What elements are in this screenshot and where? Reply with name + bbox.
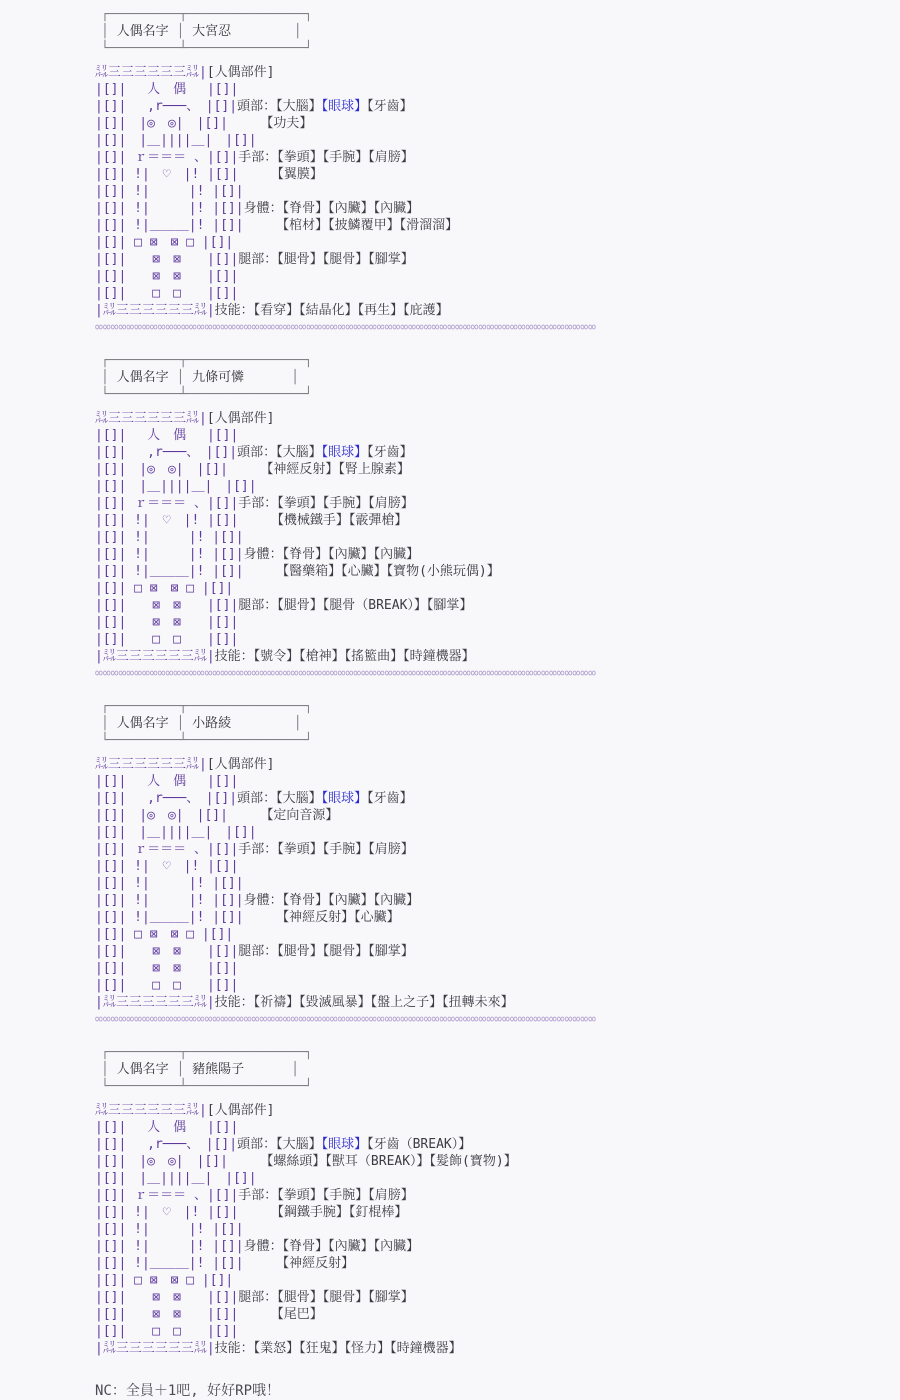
doll-art-column: |[]| !| |! |[]| [95,184,244,199]
parts-frame-title: [人偶部件] [206,65,275,80]
part-text: 【牙齒（BREAK）】 [367,1137,472,1152]
ascii-doll-row [95,1187,900,1204]
doll-name-box [95,1044,900,1095]
doll-art-column: |[]| □ □ |[]| [95,286,239,301]
ascii-doll-row [95,234,900,251]
ascii-doll-row [95,149,900,166]
part-text: 腿部：【腿骨】【腿骨】【腳掌】 [238,1290,414,1305]
skill-row [95,302,900,319]
doll-card [95,352,900,682]
doll-art-column: |[]| !| |! |[]| [95,530,244,545]
part-text: 【醫藥箱】【心臟】【寶物(小熊玩偶)】 [243,564,500,579]
doll-art-column: |[]| 人 偶 |[]| [95,82,239,97]
ascii-doll-row [95,166,900,183]
doll-name: 九條可憐 [192,370,245,385]
doll-art-column: |[]| ⊠ ⊠ |[]| [95,598,239,613]
ascii-doll-row [95,268,900,285]
part-text: 頭部：【大腦】 [237,791,322,806]
doll-art-column: |[]| |＿||||＿| |[]| [95,479,257,494]
frame-top-border: ㍊三三三三三三㍊| [95,1103,207,1118]
part-text: 頭部：【大腦】 [237,99,322,114]
name-box-left-border: │ [101,716,117,731]
part-text: 【翼膜】 [238,167,323,182]
section-separator: ∞∞∞∞∞∞∞∞∞∞∞∞∞∞∞∞∞∞∞∞∞∞∞∞∞∞∞∞∞∞∞∞∞∞∞∞∞∞∞∞∞∞∞∞∞∞∞∞∞∞∞∞∞∞∞∞∞∞∞∞∞∞∞∞ [95,320,596,335]
name-box-right-border: │ [231,716,302,731]
ascii-doll-row [95,790,900,807]
name-box-left-border: │ [101,370,117,385]
ascii-doll-row [95,977,900,994]
name-box-left-border: │ [101,24,117,39]
part-text: 手部：【拳頭】【手腕】【肩膀】 [238,150,414,165]
name-box-right-border: │ [244,370,299,385]
name-box-label: 人偶名字 [116,716,169,731]
skill-list: 【號令】【槍神】【搖籃曲】【時鐘機器】 [253,649,475,664]
part-text: 【機械鐵手】【霰彈槍】 [238,513,408,528]
part-text: 【尾巴】 [238,1307,323,1322]
ascii-doll-row [95,1255,900,1272]
name-box-divider: │ [168,1062,193,1077]
name-box-top-border: ┌─────────┬───────────────┐ [101,7,313,22]
skill-label: 技能： [214,1341,254,1356]
part-text: 手部：【拳頭】【手腕】【肩膀】 [238,842,414,857]
ascii-doll-row [95,1170,900,1187]
doll-art-column: |[]| |＿||||＿| |[]| [95,1171,257,1186]
part-text: 手部：【拳頭】【手腕】【肩膀】 [238,1188,414,1203]
doll-art-column: |[]| |＿||||＿| |[]| [95,133,257,148]
name-box-bottom-border: └─────────┴───────────────┘ [101,41,313,56]
name-box-right-border: │ [231,24,302,39]
doll-art-column: |[]| !| ♡ |! |[]| [95,859,239,874]
skill-row [95,648,900,665]
doll-name: 大宮忍 [192,24,232,39]
ascii-doll-row [95,115,900,132]
ascii-doll-row [95,512,900,529]
ascii-doll-row [95,892,900,909]
ascii-doll-row [95,580,900,597]
part-text: 腿部：【腿骨】【腿骨（BREAK）】【腳掌】 [238,598,473,613]
ascii-doll-row [95,597,900,614]
part-text: 【神經反射】【腎上腺素】 [227,462,410,477]
frame-top-border: ㍊三三三三三三㍊| [95,65,207,80]
doll-art-column: |[]| !|＿＿＿|! |[]| [95,1256,244,1271]
ascii-doll-row [95,773,900,790]
part-highlighted: 【眼球】 [321,445,368,460]
ascii-doll-row [95,926,900,943]
doll-name-box [95,6,900,57]
footer-note: NC：全員＋1吧, 好好RP哦！ [95,1383,281,1399]
skill-label: 技能： [214,303,254,318]
name-box-row [101,23,900,40]
ascii-doll-row [95,98,900,115]
doll-art-column: |[]| ⊠ ⊠ |[]| [95,1290,239,1305]
ascii-doll-row [95,841,900,858]
part-text: 手部：【拳頭】【手腕】【肩膀】 [238,496,414,511]
parts-frame-title: [人偶部件] [206,757,275,772]
doll-art-column: |[]| ⊠ ⊠ |[]| [95,944,239,959]
ascii-doll-row [95,200,900,217]
name-box-left-border: │ [101,1062,117,1077]
ascii-doll-row [95,875,900,892]
doll-name: 豬熊陽子 [192,1062,245,1077]
part-text: 【牙齒】 [367,445,413,460]
part-text: 身體：【脊骨】【內臟】【內臟】 [243,1239,420,1254]
ascii-doll-row [95,1323,900,1340]
doll-art-column: |[]| |◎ ◎| |[]| [95,1154,228,1169]
doll-art-column: |[]| ,r───、 |[]| [95,1137,238,1152]
ascii-doll-row [95,614,900,631]
doll-art-column: |[]| ⊠ ⊠ |[]| [95,252,239,267]
ascii-doll-row [95,943,900,960]
doll-art-column: |[]| ⊠ ⊠ |[]| [95,615,239,630]
doll-art-column: |[]| !| |! |[]| [95,547,244,562]
part-text: 【神經反射】 [243,1256,355,1271]
name-box-bottom-border: └─────────┴───────────────┘ [101,387,313,402]
ascii-doll-row [95,909,900,926]
part-text: 腿部：【腿骨】【腿骨】【腳掌】 [238,252,414,267]
ascii-doll-row [95,1289,900,1306]
frame-top-border: ㍊三三三三三三㍊| [95,411,207,426]
doll-art-column: |[]| 人 偶 |[]| [95,1120,239,1135]
ascii-doll-row [95,858,900,875]
ascii-doll-row [95,1153,900,1170]
frame-top-border: ㍊三三三三三三㍊| [95,757,207,772]
doll-art-column: |[]| □ □ |[]| [95,1324,239,1339]
parts-frame-header [95,64,900,81]
name-box-row [101,1061,900,1078]
part-text: 【定向音源】 [227,808,339,823]
ascii-doll-row [95,807,900,824]
doll-art-column: |[]| □ □ |[]| [95,978,239,993]
ascii-doll-row [95,1119,900,1136]
ascii-doll-row [95,529,900,546]
skill-border: |㍊三三三三三三㍊| [95,995,215,1010]
ascii-doll-row [95,495,900,512]
skill-row [95,1340,900,1357]
doll-art-column: |[]| □ ⊠ ⊠ □ |[]| [95,235,234,250]
name-box-top-border: ┌─────────┬───────────────┐ [101,353,313,368]
ascii-doll-row [95,444,900,461]
skill-list: 【業怒】【狂鬼】【怪力】【時鐘機器】 [253,1341,462,1356]
doll-art-column: |[]| 人 偶 |[]| [95,428,239,443]
parts-frame-header [95,1102,900,1119]
ascii-doll-row [95,427,900,444]
doll-art-column: |[]| ｒ＝＝＝ 、|[]| [95,1188,239,1203]
doll-art-column: |[]| ⊠ ⊠ |[]| [95,961,239,976]
parts-frame-title: [人偶部件] [206,411,275,426]
doll-art-column: |[]| !| ♡ |! |[]| [95,513,239,528]
doll-art-column: |[]| ｒ＝＝＝ 、|[]| [95,842,239,857]
doll-art-column: |[]| !| |! |[]| [95,1222,244,1237]
ascii-doll-row [95,631,900,648]
ascii-doll-row [95,183,900,200]
doll-card [95,6,900,336]
skill-border: |㍊三三三三三三㍊| [95,1341,215,1356]
skill-list: 【祈禱】【毀滅風暴】【盤上之子】【扭轉未來】 [253,995,514,1010]
doll-art-column: |[]| !| |! |[]| [95,201,244,216]
doll-card [95,698,900,1028]
doll-art-column: |[]| ｒ＝＝＝ 、|[]| [95,150,239,165]
name-box-label: 人偶名字 [116,24,169,39]
ascii-doll-row [95,1204,900,1221]
name-box-divider: │ [168,716,193,731]
doll-art-column: |[]| □ □ |[]| [95,632,239,647]
name-box-top-border: ┌─────────┬───────────────┐ [101,1045,313,1060]
skill-list: 【看穿】【結晶化】【再生】【庇護】 [253,303,449,318]
name-box-bottom-border: └─────────┴───────────────┘ [101,1079,313,1094]
ascii-doll-row [95,546,900,563]
section-separator: ∞∞∞∞∞∞∞∞∞∞∞∞∞∞∞∞∞∞∞∞∞∞∞∞∞∞∞∞∞∞∞∞∞∞∞∞∞∞∞∞∞∞∞∞∞∞∞∞∞∞∞∞∞∞∞∞∞∞∞∞∞∞∞∞ [95,666,596,681]
doll-art-column: |[]| !|＿＿＿|! |[]| [95,564,244,579]
ascii-doll-row [95,1306,900,1323]
name-box-divider: │ [168,370,193,385]
part-text: 【功夫】 [227,116,313,131]
part-highlighted: 【眼球】 [321,791,368,806]
parts-frame-title: [人偶部件] [206,1103,275,1118]
doll-name-box [95,698,900,749]
skill-row [95,994,900,1011]
ascii-doll-row [95,824,900,841]
doll-art-column: |[]| □ ⊠ ⊠ □ |[]| [95,927,234,942]
skill-label: 技能： [214,649,254,664]
doll-art-column: |[]| |◎ ◎| |[]| [95,116,228,131]
ascii-doll-row [95,1272,900,1289]
doll-art-column: |[]| !| ♡ |! |[]| [95,1205,239,1220]
doll-art-column: |[]| ⊠ ⊠ |[]| [95,269,239,284]
doll-art-column: |[]| ,r───、 |[]| [95,791,238,806]
doll-art-column: |[]| ⊠ ⊠ |[]| [95,1307,239,1322]
ascii-doll-row [95,251,900,268]
parts-frame-header [95,756,900,773]
doll-art-column: |[]| |◎ ◎| |[]| [95,808,228,823]
ascii-doll-row [95,1238,900,1255]
part-text: 身體：【脊骨】【內臟】【內臟】 [243,893,420,908]
part-text: 身體：【脊骨】【內臟】【內臟】 [243,201,420,216]
skill-border: |㍊三三三三三三㍊| [95,303,215,318]
doll-art-column: |[]| !| |! |[]| [95,893,244,908]
doll-art-column: |[]| 人 偶 |[]| [95,774,239,789]
name-box-row [101,369,900,386]
part-text: 頭部：【大腦】 [237,445,322,460]
doll-card [95,1044,900,1357]
part-text: 【鋼鐵手腕】【釘棍棒】 [238,1205,408,1220]
part-text: 身體：【脊骨】【內臟】【內臟】 [243,547,420,562]
ascii-doll-row [95,461,900,478]
doll-art-column: |[]| !|＿＿＿|! |[]| [95,910,244,925]
skill-border: |㍊三三三三三三㍊| [95,649,215,664]
doll-art-column: |[]| !|＿＿＿|! |[]| [95,218,244,233]
part-text: 腿部：【腿骨】【腿骨】【腳掌】 [238,944,414,959]
ascii-doll-row [95,132,900,149]
ascii-doll-row [95,1221,900,1238]
ascii-doll-row [95,478,900,495]
doll-art-column: |[]| |◎ ◎| |[]| [95,462,228,477]
doll-cards-list [95,6,900,1357]
name-box-row [101,715,900,732]
part-text: 【牙齒】 [367,791,413,806]
doll-art-column: |[]| !| |! |[]| [95,876,244,891]
part-text: 頭部：【大腦】 [237,1137,322,1152]
part-highlighted: 【眼球】 [321,1137,368,1152]
name-box-right-border: │ [244,1062,299,1077]
name-box-label: 人偶名字 [116,1062,169,1077]
section-separator: ∞∞∞∞∞∞∞∞∞∞∞∞∞∞∞∞∞∞∞∞∞∞∞∞∞∞∞∞∞∞∞∞∞∞∞∞∞∞∞∞∞∞∞∞∞∞∞∞∞∞∞∞∞∞∞∞∞∞∞∞∞∞∞∞ [95,1012,596,1027]
part-text: 【螺絲頭】【獸耳（BREAK）】【髮飾(寶物)】 [227,1154,517,1169]
name-box-label: 人偶名字 [116,370,169,385]
skill-label: 技能： [214,995,254,1010]
part-text: 【神經反射】【心臟】 [243,910,400,925]
part-text: 【牙齒】 [367,99,413,114]
parts-frame-header [95,410,900,427]
ascii-doll-row [95,285,900,302]
part-text: 【棺材】【披鱗覆甲】【滑溜溜】 [243,218,459,233]
ascii-doll-row [95,960,900,977]
doll-art-column: |[]| ｒ＝＝＝ 、|[]| [95,496,239,511]
name-box-bottom-border: └─────────┴───────────────┘ [101,733,313,748]
ascii-doll-row [95,1136,900,1153]
doll-art-column: |[]| |＿||||＿| |[]| [95,825,257,840]
ascii-doll-row [95,563,900,580]
name-box-divider: │ [168,24,193,39]
ascii-doll-row [95,217,900,234]
doll-art-column: |[]| !| ♡ |! |[]| [95,167,239,182]
ascii-doll-row [95,81,900,98]
name-box-top-border: ┌─────────┬───────────────┐ [101,699,313,714]
doll-art-column: |[]| □ ⊠ ⊠ □ |[]| [95,581,234,596]
part-highlighted: 【眼球】 [321,99,368,114]
doll-art-column: |[]| ,r───、 |[]| [95,99,238,114]
doll-name-box [95,352,900,403]
doll-art-column: |[]| ,r───、 |[]| [95,445,238,460]
doll-art-column: |[]| !| |! |[]| [95,1239,244,1254]
doll-art-column: |[]| □ ⊠ ⊠ □ |[]| [95,1273,234,1288]
doll-name: 小路綾 [192,716,232,731]
